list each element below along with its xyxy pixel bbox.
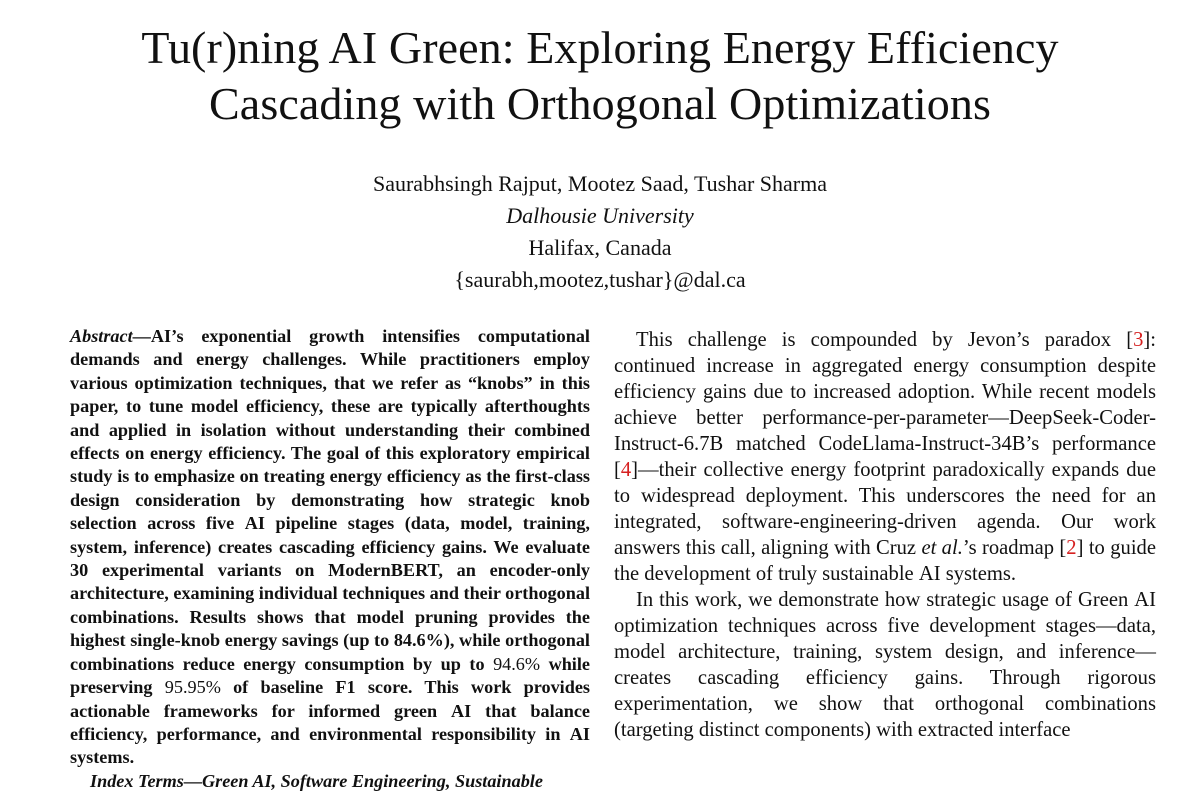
abstract-text-1: ’s exponential growth intensifies computational demands and energy challenges. While practitioners employ various optimization techniques, that we refer as “knobs” in this paper, to tune model efficiency, these are typically afterthoughts and applied in isolation without understanding their combined effects on energy efficiency. The goal of this exploratory empirical study is to emphasize on treating energy efficiency as the first-class design consideration by demonstrating how strategic knob selection across five [70,326,590,534]
p2-text-b: optimization techniques across five development stages—data, model architecture, training, system design, and inference—creates cascading efficiency gains. Through rigorous experimentation, we show that orthogonal combinations (targeting distinct components) with extracted interface [614,615,1156,741]
p2-text-a: In this work, we demonstrate how strategic usage of Green [636,589,1135,611]
p1-text-f: systems. [940,563,1017,585]
abstract-ai-4: AI [569,723,590,744]
p1-text-d: ’s roadmap [ [962,537,1067,559]
p1-text-e: ] to guide the development of truly sustainable [614,537,1156,585]
paper-title [0,20,1200,132]
abstract-text-6: systems. [70,747,135,768]
author-block [0,168,1200,296]
abstract-ai-1: AI [150,326,172,346]
et-al: et al. [921,537,963,559]
author-location: Halifax, Canada [528,235,672,260]
p2-ai: AI [1134,589,1156,611]
right-column [614,327,1156,743]
p1-text-b: ]: continued increase in aggregated energy consumption despite efficiency gains due to increased adoption. While recent models achieve better performance-per-parameter—DeepSeek-Coder-Instruct-6.7B matched CodeLlama-Instruct-34B’s performance [ [614,329,1156,481]
author-names: Saurabhsingh Rajput, Mootez Saad, Tushar Sharma [372,171,828,196]
citation-link-2[interactable]: 2 [1066,537,1077,559]
intro-paragraph-1 [614,327,1156,587]
abstract-f1-preserved: 95.95% [164,677,221,698]
abstract [70,325,590,770]
intro-paragraph-2 [614,587,1156,743]
p1-ai: AI [918,563,941,585]
index-terms: Index Terms—Green AI, Software Engineering, Sustainable [90,770,543,791]
abstract-text-4: of baseline F1 score. This work provides actionable frameworks for informed green [70,677,590,721]
author-affiliation: Dalhousie University [506,203,694,228]
abstract-energy-reduction: 94.6% [493,653,541,674]
abstract-text-2: pipeline stages (data, model, training, system, inference) creates cascading efficiency gains. We evaluate 30 experimental variants on ModernBERT, an encoder-only architecture, examining individual techniques and their orthogonal combinations. Results shows that model pruning provides the highest single-knob energy savings (up to 84.6%), while orthogonal combinations reduce energy consumption by up to [70,513,590,674]
author-email: {saurabh,mootez,tushar}@dal.ca [454,267,746,292]
citation-link-3[interactable]: 3 [1133,329,1144,351]
abstract-text-5: that balance efficiency, performance, and environmental responsibility in [70,700,591,744]
abstract-ai-3: AI [451,700,472,721]
abstract-heading: Abstract [70,326,133,346]
p1-text-a: This challenge is compounded by Jevon’s paradox [ [636,329,1134,351]
title-line-1: Tu(r)ning AI Green: Exploring Energy Efficiency [141,22,1059,73]
abstract-dash: — [132,326,151,346]
title-line-2: Cascading with Orthogonal Optimizations [209,78,991,129]
p1-text-c: ]—their collective energy footprint paradoxically expands due to widespread deployment. This underscores the need for an integrated, software-engineering-driven agenda. Our work answers this call, aligning with Cruz [614,459,1156,559]
abstract-text-3: while preserving [70,653,590,698]
left-column [70,325,590,793]
citation-link-4[interactable]: 4 [620,459,632,481]
abstract-ai-2: AI [244,513,265,534]
